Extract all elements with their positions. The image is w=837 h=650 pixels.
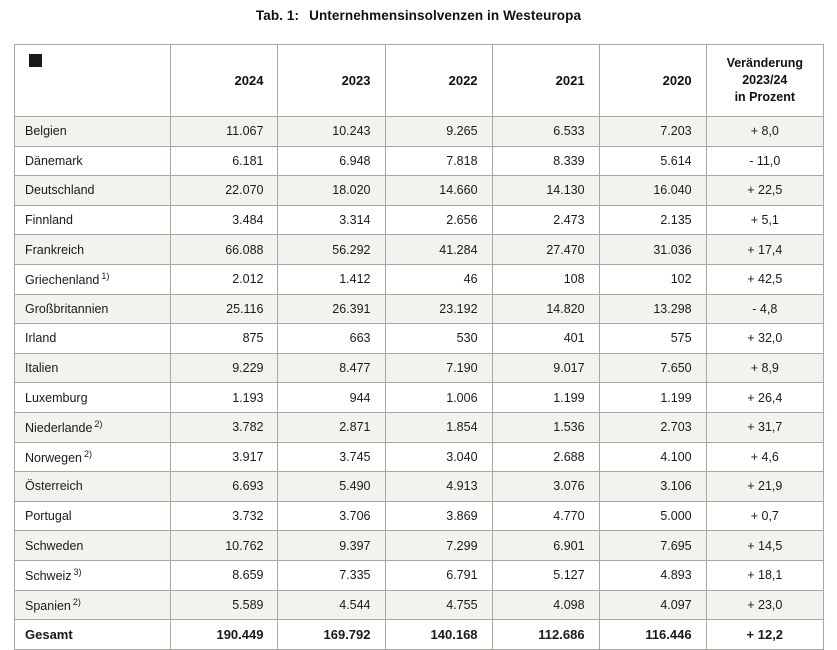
cell-2024: 190.449: [171, 620, 278, 650]
cell-2022: 46: [385, 264, 492, 294]
table-number: Tab. 1:: [255, 8, 300, 23]
cell-2024: 2.012: [171, 264, 278, 294]
cell-2020: 2.135: [599, 205, 706, 235]
cell-2021: 3.076: [492, 472, 599, 502]
table-row: [15, 353, 824, 383]
cell-2024: 6.181: [171, 146, 278, 176]
cell-2024: 10.762: [171, 531, 278, 561]
table-row: [15, 294, 824, 324]
cell-2020: 3.106: [599, 472, 706, 502]
cell-2020: 575: [599, 324, 706, 354]
cell-change: + 5,1: [706, 205, 823, 235]
cell-2021: 6.533: [492, 117, 599, 147]
cell-2020: 4.893: [599, 560, 706, 590]
cell-country: Finnland: [15, 205, 171, 235]
cell-2024: 5.589: [171, 590, 278, 620]
column-header-2023: 2023: [278, 45, 385, 117]
cell-2020: 4.100: [599, 442, 706, 472]
cell-2020: 5.614: [599, 146, 706, 176]
cell-2022: 6.791: [385, 560, 492, 590]
cell-2021: 401: [492, 324, 599, 354]
table-header: [15, 45, 824, 117]
cell-2024: 25.116: [171, 294, 278, 324]
cell-change: + 8,0: [706, 117, 823, 147]
table-row: [15, 117, 824, 147]
column-header-2021: 2021: [492, 45, 599, 117]
cell-2024: 3.484: [171, 205, 278, 235]
cell-2021: 27.470: [492, 235, 599, 265]
cell-change: + 32,0: [706, 324, 823, 354]
cell-country: Schweiz $^{3)}$: [15, 560, 171, 590]
cell-change: + 23,0: [706, 590, 823, 620]
black-square-icon: [29, 54, 42, 67]
table-row: [15, 560, 824, 590]
table-row: [15, 235, 824, 265]
cell-2022: 1.854: [385, 412, 492, 442]
column-header-change: [706, 45, 823, 117]
cell-2020: 16.040: [599, 176, 706, 206]
cell-2023: 663: [278, 324, 385, 354]
cell-change: + 0,7: [706, 501, 823, 531]
cell-country: Schweden: [15, 531, 171, 561]
change-header-line-3: in Prozent: [734, 89, 795, 104]
cell-2024: 3.782: [171, 412, 278, 442]
cell-change: + 31,7: [706, 412, 823, 442]
cell-2020: 102: [599, 264, 706, 294]
table-row: [15, 205, 824, 235]
cell-2020: 2.703: [599, 412, 706, 442]
table-title-text: Unternehmensinsolvenzen in Westeuropa: [309, 8, 582, 23]
cell-country: Dänemark: [15, 146, 171, 176]
cell-2022: 3.869: [385, 501, 492, 531]
cell-2021: 108: [492, 264, 599, 294]
table-row: [15, 531, 824, 561]
cell-2022: 140.168: [385, 620, 492, 650]
cell-change: - 11,0: [706, 146, 823, 176]
cell-2022: 2.656: [385, 205, 492, 235]
cell-2021: 4.770: [492, 501, 599, 531]
column-header-2022: 2022: [385, 45, 492, 117]
insolvency-table: [14, 44, 824, 650]
cell-change: + 4,6: [706, 442, 823, 472]
cell-2023: 1.412: [278, 264, 385, 294]
cell-country: Niederlande $^{2)}$: [15, 412, 171, 442]
cell-2020: 1.199: [599, 383, 706, 413]
cell-2020: 13.298: [599, 294, 706, 324]
cell-2021: 14.130: [492, 176, 599, 206]
cell-country: Österreich: [15, 472, 171, 502]
cell-2021: 2.688: [492, 442, 599, 472]
cell-2021: 112.686: [492, 620, 599, 650]
table-row: [15, 472, 824, 502]
cell-2023: 4.544: [278, 590, 385, 620]
change-header-line-2: 2023/24: [742, 73, 788, 88]
table-row: [15, 324, 824, 354]
footnote-marker: 2): [83, 448, 92, 459]
cell-2023: 3.706: [278, 501, 385, 531]
table-row: [15, 412, 824, 442]
cell-2023: 3.314: [278, 205, 385, 235]
cell-change: + 26,4: [706, 383, 823, 413]
footnote-marker: 2): [72, 596, 81, 607]
cell-2023: 944: [278, 383, 385, 413]
table-row: [15, 501, 824, 531]
cell-country: Irland: [15, 324, 171, 354]
cell-2023: 8.477: [278, 353, 385, 383]
cell-2023: 9.397: [278, 531, 385, 561]
cell-country: Belgien: [15, 117, 171, 147]
cell-change: + 14,5: [706, 531, 823, 561]
cell-change: + 8,9: [706, 353, 823, 383]
cell-2020: 31.036: [599, 235, 706, 265]
change-header-line-1: Veränderung: [726, 56, 803, 71]
footnote-marker: 3): [73, 567, 82, 578]
cell-2021: 6.901: [492, 531, 599, 561]
cell-2022: 7.299: [385, 531, 492, 561]
table-body: [15, 117, 824, 650]
cell-2023: 56.292: [278, 235, 385, 265]
cell-2022: 23.192: [385, 294, 492, 324]
cell-country: Gesamt: [15, 620, 171, 650]
cell-2022: 1.006: [385, 383, 492, 413]
cell-2022: 14.660: [385, 176, 492, 206]
cell-change: - 4,8: [706, 294, 823, 324]
cell-country: Spanien $^{2)}$: [15, 590, 171, 620]
cell-country: Italien: [15, 353, 171, 383]
cell-2024: 6.693: [171, 472, 278, 502]
cell-2024: 1.193: [171, 383, 278, 413]
cell-country: Norwegen $^{2)}$: [15, 442, 171, 472]
page-title: [0, 0, 837, 23]
cell-2024: 8.659: [171, 560, 278, 590]
cell-2023: 2.871: [278, 412, 385, 442]
cell-2024: 22.070: [171, 176, 278, 206]
cell-2023: 26.391: [278, 294, 385, 324]
cell-change: + 17,4: [706, 235, 823, 265]
cell-country: Großbritannien: [15, 294, 171, 324]
column-header-2024: 2024: [171, 45, 278, 117]
cell-2020: 116.446: [599, 620, 706, 650]
cell-2021: 2.473: [492, 205, 599, 235]
cell-2021: 9.017: [492, 353, 599, 383]
table-header-row: [15, 45, 824, 117]
cell-2021: 8.339: [492, 146, 599, 176]
cell-2023: 3.745: [278, 442, 385, 472]
cell-2020: 5.000: [599, 501, 706, 531]
cell-2021: 14.820: [492, 294, 599, 324]
cell-2022: 3.040: [385, 442, 492, 472]
footnote-marker: 1): [101, 271, 110, 282]
cell-2023: 10.243: [278, 117, 385, 147]
cell-2024: 9.229: [171, 353, 278, 383]
cell-2022: 4.755: [385, 590, 492, 620]
cell-2020: 7.650: [599, 353, 706, 383]
table-row: [15, 146, 824, 176]
cell-change: + 12,2: [706, 620, 823, 650]
cell-2024: 3.732: [171, 501, 278, 531]
cell-2023: 18.020: [278, 176, 385, 206]
cell-2024: 11.067: [171, 117, 278, 147]
cell-country: Frankreich: [15, 235, 171, 265]
cell-2022: 530: [385, 324, 492, 354]
cell-2021: 1.199: [492, 383, 599, 413]
table-row: [15, 383, 824, 413]
cell-change: + 18,1: [706, 560, 823, 590]
cell-2022: 4.913: [385, 472, 492, 502]
cell-2021: 4.098: [492, 590, 599, 620]
cell-2024: 3.917: [171, 442, 278, 472]
cell-2022: 9.265: [385, 117, 492, 147]
cell-change: + 22,5: [706, 176, 823, 206]
cell-2021: 1.536: [492, 412, 599, 442]
cell-2020: 7.203: [599, 117, 706, 147]
cell-change: + 42,5: [706, 264, 823, 294]
cell-2020: 7.695: [599, 531, 706, 561]
cell-country: Griechenland $^{1)}$: [15, 264, 171, 294]
cell-2023: 169.792: [278, 620, 385, 650]
cell-2024: 66.088: [171, 235, 278, 265]
cell-2023: 7.335: [278, 560, 385, 590]
cell-2024: 875: [171, 324, 278, 354]
cell-change: + 21,9: [706, 472, 823, 502]
column-header-2020: 2020: [599, 45, 706, 117]
cell-2022: 7.818: [385, 146, 492, 176]
table-row: [15, 264, 824, 294]
cell-2023: 5.490: [278, 472, 385, 502]
table-row: [15, 442, 824, 472]
table-row: [15, 590, 824, 620]
table-row: [15, 176, 824, 206]
table-row-total: [15, 620, 824, 650]
cell-2023: 6.948: [278, 146, 385, 176]
footnote-marker: 2): [94, 419, 103, 430]
table-corner-cell: [15, 45, 171, 117]
cell-country: Deutschland: [15, 176, 171, 206]
cell-2022: 41.284: [385, 235, 492, 265]
cell-2021: 5.127: [492, 560, 599, 590]
cell-country: Luxemburg: [15, 383, 171, 413]
cell-country: Portugal: [15, 501, 171, 531]
cell-2020: 4.097: [599, 590, 706, 620]
cell-2022: 7.190: [385, 353, 492, 383]
